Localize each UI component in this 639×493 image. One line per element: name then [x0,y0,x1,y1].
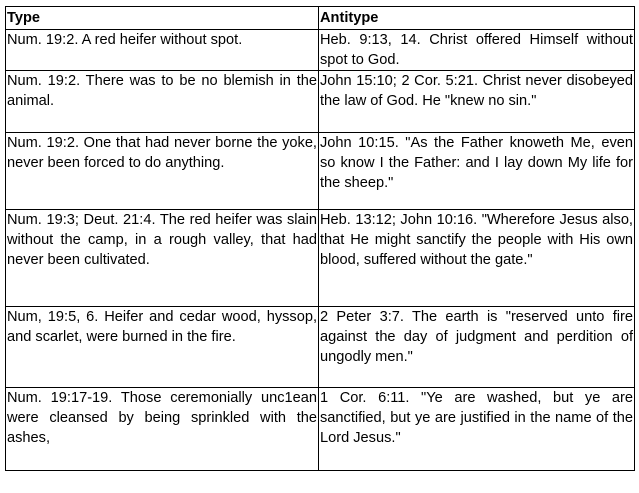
table-row [6,133,635,210]
antitype-cell: Heb. 9:13, 14. Christ offered Himself without spot to God. [319,30,635,71]
type-antitype-table [5,6,635,471]
type-cell: Num. 19:17-19. Those ceremonially unc1ean were cleansed by being sprinkled with the ashes, [6,388,319,471]
header-row [6,7,635,30]
antitype-cell: John 15:10; 2 Cor. 5:21. Christ never disobeyed the law of God. He "knew no sin." [319,71,635,133]
table-row [6,210,635,307]
type-cell: Num. 19:2. A red heifer without spot. [6,30,319,71]
type-column-header: Type [6,7,319,30]
type-cell: Num. 19:2. One that had never borne the yoke, never been forced to do anything. [6,133,319,210]
type-cell: Num, 19:5, 6. Heifer and cedar wood, hyssop, and scarlet, were burned in the fire. [6,307,319,388]
type-cell: Num. 19:3; Deut. 21:4. The red heifer was slain without the camp, in a rough valley, that had never been cultivated. [6,210,319,307]
type-cell: Num. 19:2. There was to be no blemish in the animal. [6,71,319,133]
table-row [6,388,635,471]
antitype-cell: 1 Cor. 6:11. "Ye are washed, but ye are sanctified, but ye are justified in the name of the Lord Jesus." [319,388,635,471]
antitype-cell: John 10:15. "As the Father knoweth Me, even so know I the Father: and I lay down My life for the sheep." [319,133,635,210]
table-row [6,30,635,71]
table-row [6,71,635,133]
table-row [6,307,635,388]
antitype-column-header: Antitype [319,7,635,30]
antitype-cell: 2 Peter 3:7. The earth is "reserved unto fire against the day of judgment and perdition of ungodly men." [319,307,635,388]
antitype-cell: Heb. 13:12; John 10:16. "Wherefore Jesus also, that He might sanctify the people with His own blood, suffered without the gate." [319,210,635,307]
